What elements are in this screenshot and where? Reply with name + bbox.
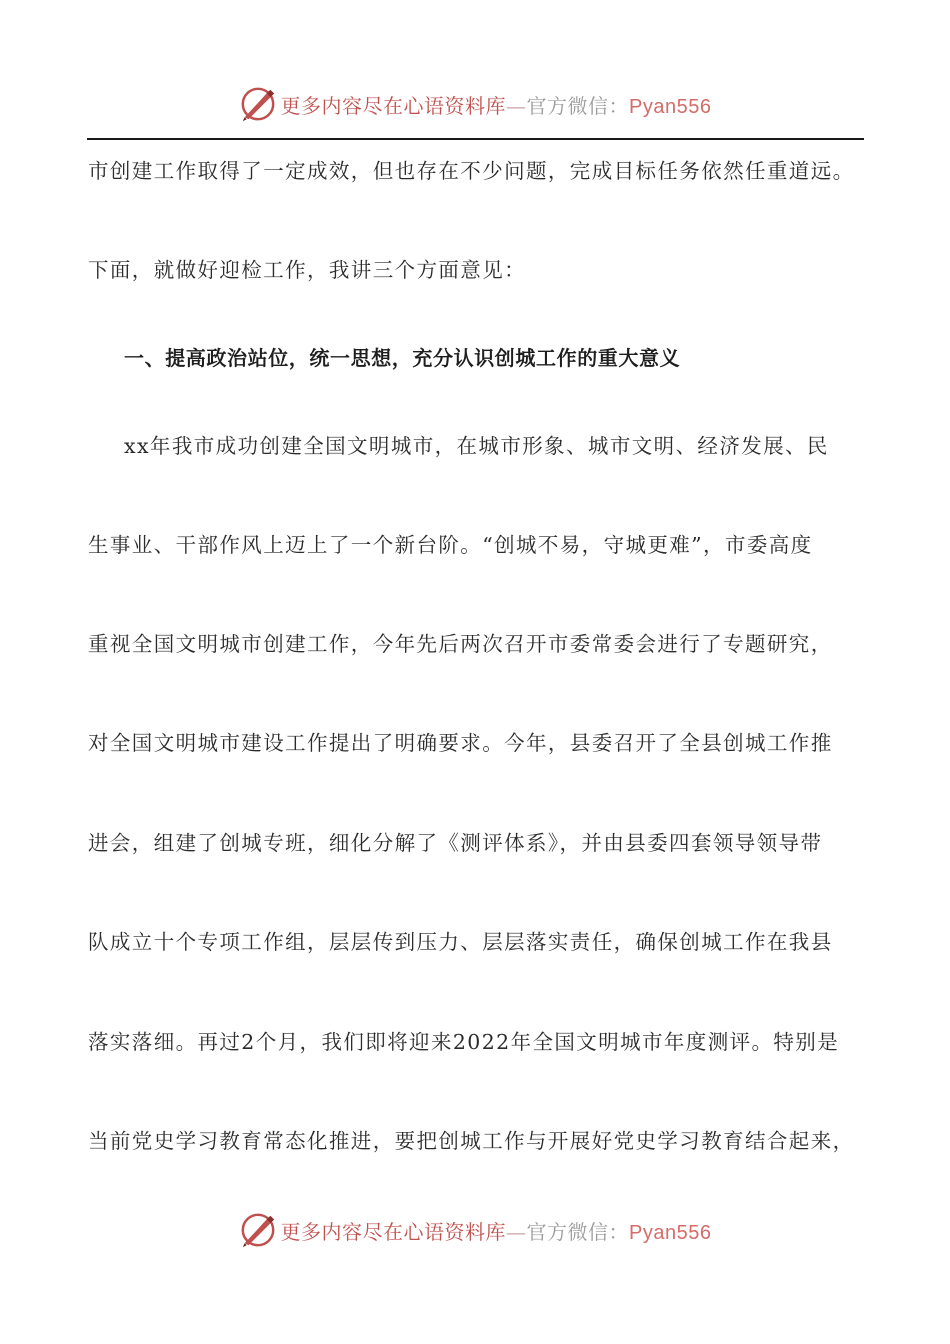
- banner-official-label: 官方微信：: [526, 1219, 630, 1244]
- text-line: 下面，就做好迎检工作，我讲三个方面意见：: [88, 258, 526, 282]
- header-divider: [87, 138, 864, 140]
- banner-brand-text: 更多内容尽在心语资料库: [280, 1219, 507, 1244]
- footer-banner: [0, 1208, 950, 1252]
- text-line: 当前党史学习教育常态化推进，要把创城工作与开展好党史学习教育结合起来，: [88, 1129, 855, 1153]
- banner-dash: —: [506, 93, 527, 118]
- pen-logo-icon: [239, 1211, 277, 1249]
- banner-wechat-handle: Pyan556: [629, 1221, 712, 1244]
- banner-text: [281, 1216, 712, 1245]
- text-line: 对全国文明城市建设工作提出了明确要求。今年，县委召开了全县创城工作推: [88, 731, 833, 755]
- text-line: 市创建工作取得了一定成效，但也存在不少问题，完成目标任务依然任重道远。: [88, 159, 855, 183]
- text-line: xx年我市成功创建全国文明城市，在城市形象、城市文明、经济发展、民: [124, 434, 829, 458]
- text-line: 重视全国文明城市创建工作，今年先后两次召开市委常委会进行了专题研究，: [88, 632, 833, 656]
- text-line: 队成立十个专项工作组，层层传到压力、层层落实责任，确保创城工作在我县: [88, 930, 833, 954]
- banner-dash: —: [506, 1219, 527, 1244]
- pen-logo-icon: [239, 85, 277, 123]
- text-line: 落实落细。再过2个月，我们即将迎来2022年全国文明城市年度测评。特别是: [88, 1030, 840, 1054]
- banner-official-label: 官方微信：: [526, 93, 630, 118]
- banner-text: [281, 90, 712, 119]
- header-banner: [0, 82, 950, 126]
- text-line: 进会，组建了创城专班，细化分解了《测评体系》，并由县委四套领导领导带: [88, 831, 823, 855]
- text-line: 生事业、干部作风上迈上了一个新台阶。“创城不易，守城更难”，市委高度: [88, 533, 813, 557]
- banner-brand-text: 更多内容尽在心语资料库: [280, 93, 507, 118]
- section-heading: 一、提高政治站位，统一思想，充分认识创城工作的重大意义: [124, 346, 681, 370]
- banner-wechat-handle: Pyan556: [629, 95, 712, 118]
